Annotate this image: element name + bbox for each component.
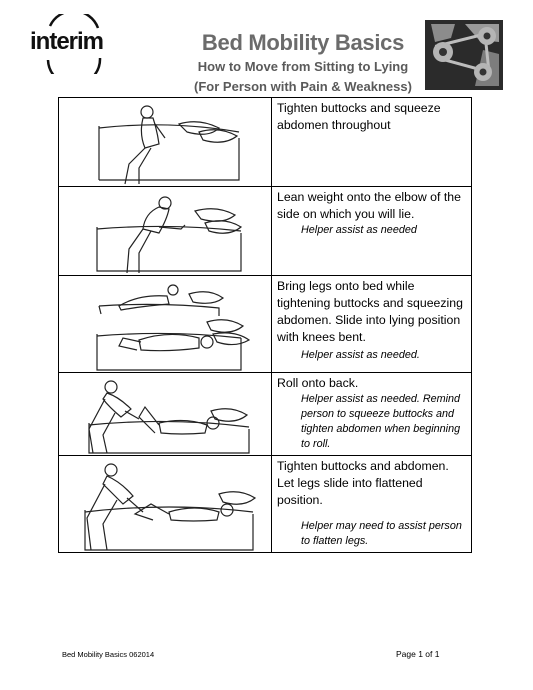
lying-on-side-icon: [59, 276, 271, 372]
step-row-5: [59, 456, 472, 553]
steps-table: [58, 97, 472, 553]
step-row-4: [59, 373, 472, 456]
step-4-instruction: Roll onto back.: [277, 376, 359, 390]
logo-text: interim: [30, 28, 104, 55]
step-row-1: [59, 98, 472, 187]
step-3-note: Helper assist as needed.: [301, 349, 420, 361]
step-4-illustration: [59, 373, 272, 456]
footer-page-number: Page 1 of 1: [396, 649, 440, 659]
subtitle-line-1: How to Move from Sitting to Lying: [197, 59, 409, 74]
interim-logo: [28, 14, 118, 74]
step-2-text: [272, 187, 472, 276]
step-row-2: [59, 187, 472, 276]
step-5-instruction: Tighten buttocks and abdomen. Let legs slide into flattened position.: [277, 459, 449, 507]
step-5-text: [272, 456, 472, 553]
pulley-emblem-icon: [425, 20, 503, 90]
step-5-illustration: [59, 456, 272, 553]
leaning-on-elbow-icon: [59, 187, 271, 275]
step-2-note: Helper assist as needed: [301, 224, 417, 236]
step-1-illustration: [59, 98, 272, 187]
step-4-note: Helper assist as needed. Remind person to squeeze buttocks and tighten abdomen when beginning to roll.: [301, 393, 461, 450]
step-1-instruction: Tighten buttocks and squeeze abdomen throughout: [277, 101, 441, 132]
step-4-text: [272, 373, 472, 456]
step-2-illustration: [59, 187, 272, 276]
rolling-onto-back-icon: [59, 373, 271, 455]
title-block: [153, 30, 413, 96]
step-1-text: [272, 98, 472, 187]
page-title: Bed Mobility Basics: [201, 30, 405, 55]
step-3-instruction: Bring legs onto bed while tightening buttocks and squeezing abdomen. Slide into lying position with knees bent.: [277, 279, 463, 344]
step-row-3: [59, 276, 472, 373]
sitting-on-bed-icon: [59, 98, 271, 186]
step-3-text: [272, 276, 472, 373]
step-3-illustration: [59, 276, 272, 373]
subtitle-line-2: (For Person with Pain & Weakness): [194, 79, 412, 94]
footer-doc-id: Bed Mobility Basics 062014: [62, 650, 155, 659]
step-5-note: Helper may need to assist person to flatten legs.: [301, 520, 462, 547]
flattening-legs-icon: [59, 456, 271, 552]
step-2-instruction: Lean weight onto the elbow of the side on which you will lie.: [277, 190, 461, 221]
